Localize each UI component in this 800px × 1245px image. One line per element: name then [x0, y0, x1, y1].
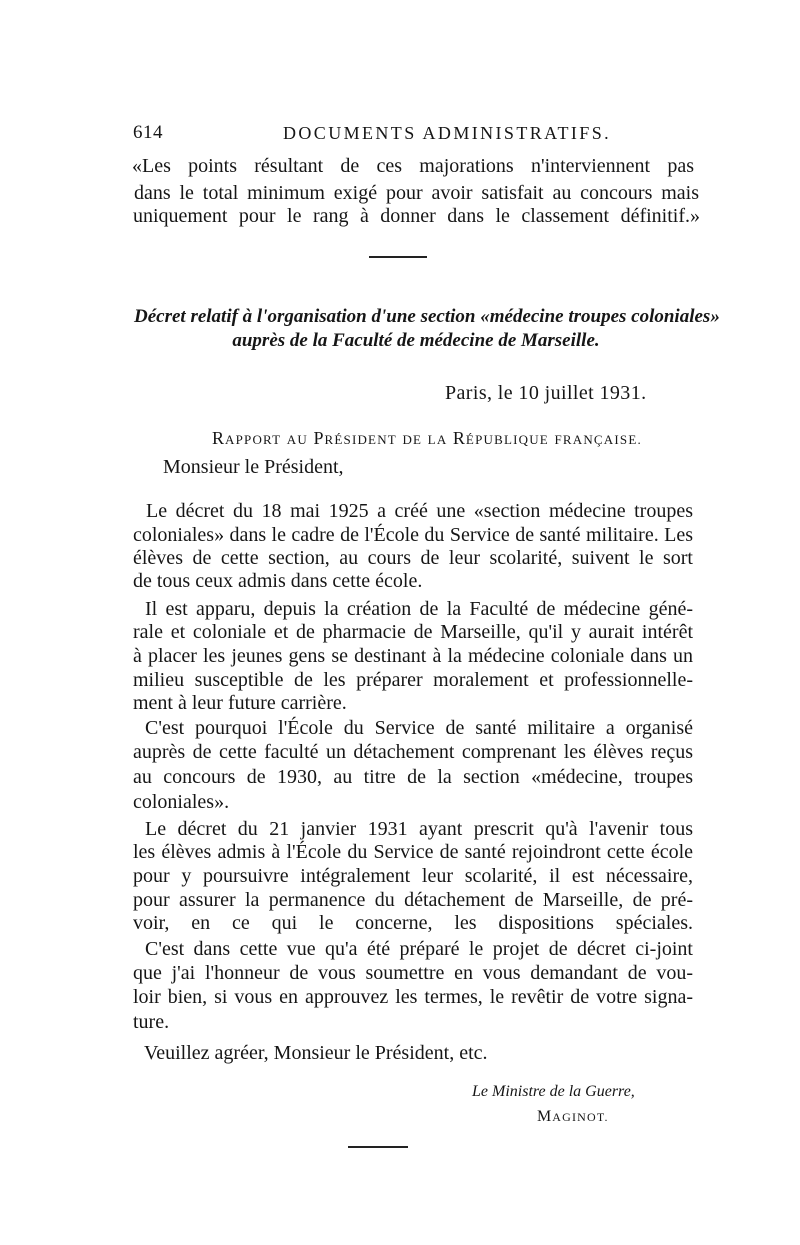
closing-line: Veuillez agréer, Monsieur le Président, etc. [144, 1042, 488, 1064]
text-line: C'est dans cette vue qu'a été préparé le projet de décret ci-joint [145, 938, 693, 960]
decree-title-line: auprès de la Faculté de médecine de Marseille. [232, 330, 600, 351]
signature-role: Le Ministre de la Guerre, [472, 1083, 635, 1100]
text-line: que j'ai l'honneur de vous soumettre en vous demandant de vou- [133, 962, 693, 984]
text-line: de tous ceux admis dans cette école. [133, 570, 423, 592]
text-line: uniquement pour le rang à donner dans le classement définitif.» [133, 205, 700, 227]
text-line: au concours de 1930, au titre de la section «médecine, troupes [133, 766, 693, 788]
text-line: voir, en ce qui le concerne, les dispositions spéciales. [133, 912, 693, 934]
text-line: rale et coloniale et de pharmacie de Marseille, qu'il y aurait intérêt [133, 621, 693, 643]
text-line: dans le total minimum exigé pour avoir satisfait au concours mais [134, 182, 699, 204]
text-line: auprès de cette faculté un détachement comprenant les élèves reçus [133, 741, 693, 763]
text-line: loir bien, si vous en approuvez les termes, le revêtir de votre signa- [133, 986, 693, 1008]
text-line: coloniales». [133, 791, 230, 813]
running-title: DOCUMENTS ADMINISTRATIFS. [283, 123, 612, 143]
page-number: 614 [133, 122, 163, 143]
text-line: coloniales» dans le cadre de l'École du Service de santé militaire. Les [133, 524, 693, 546]
text-line: les élèves admis à l'École du Service de santé rejoindront cette école [133, 841, 693, 863]
text-line: «Les points résultant de ces majorations n'interviennent pas [132, 155, 694, 177]
text-line: milieu susceptible de les préparer moralement et professionnelle- [133, 669, 693, 691]
date-line: Paris, le 10 juillet 1931. [445, 382, 647, 404]
closing-divider [348, 1146, 408, 1148]
text-line: Il est apparu, depuis la création de la Faculté de médecine géné- [145, 598, 693, 620]
text-line: C'est pourquoi l'École du Service de santé militaire a organisé [145, 717, 693, 739]
decree-title-line: Décret relatif à l'organisation d'une section «médecine troupes coloniales» [134, 306, 720, 327]
text-line: élèves de cette section, au cours de leur scolarité, suivent le sort [133, 547, 693, 569]
salutation: Monsieur le Président, [163, 456, 344, 478]
section-divider [369, 256, 427, 258]
text-line: ture. [133, 1011, 170, 1033]
report-heading: RAPPORT AU PRÉSIDENT DE LA RÉPUBLIQUE FRANÇAISE. [212, 428, 642, 448]
text-line: à placer les jeunes gens se destinant à la médecine coloniale dans un [133, 645, 693, 667]
text-line: pour assurer la permanence du détachement de Marseille, de pré- [133, 889, 693, 911]
text-line: ment à leur future carrière. [133, 692, 347, 714]
text-line: pour y poursuivre intégralement leur scolarité, il est nécessaire, [133, 865, 693, 887]
text-line: Le décret du 18 mai 1925 a créé une «section médecine troupes [146, 500, 693, 522]
text-line: Le décret du 21 janvier 1931 ayant prescrit qu'à l'avenir tous [145, 818, 693, 840]
signature-name: MAGINOT. [537, 1108, 609, 1125]
